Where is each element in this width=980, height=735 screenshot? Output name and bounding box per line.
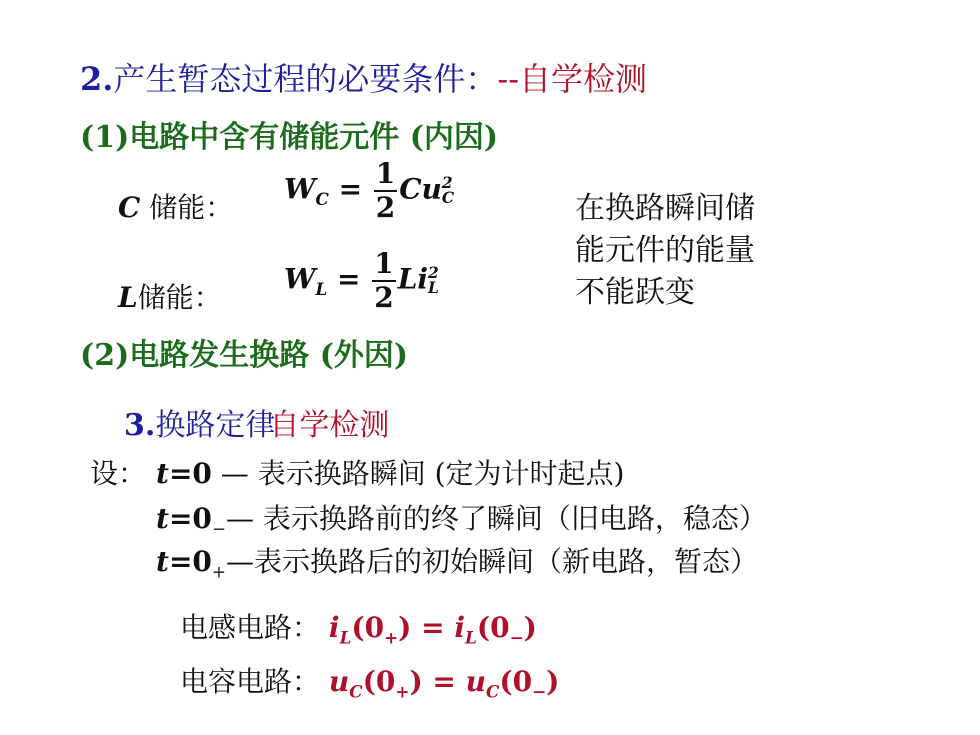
definition-row — [156, 540, 758, 582]
l-energy-label — [118, 276, 222, 316]
fraction-den: 2 — [375, 191, 396, 224]
fraction-num: 1 — [374, 247, 394, 280]
formula-rhs-var: Cu — [399, 172, 442, 206]
c-energy-var: C — [118, 191, 141, 224]
formula-fraction — [374, 157, 397, 224]
capacitor-law — [180, 660, 559, 702]
def-eq: =0 — [168, 545, 212, 578]
l-energy-text: 储能： — [137, 281, 222, 314]
item-1: (1)电路中含有储能元件 (内因) — [80, 120, 499, 155]
law-lhs-arg: (0 — [351, 611, 385, 644]
def-desc: — 表示换路前的终了瞬间（旧电路，稳态） — [225, 502, 767, 535]
formula-lhs-var: W — [284, 262, 316, 296]
law-rhs-arg: (0 — [476, 611, 510, 644]
def-eq: =0 — [168, 457, 212, 490]
def-var: t — [156, 457, 169, 490]
section-heading-2 — [80, 54, 647, 100]
heading-number: 3. — [124, 408, 156, 443]
formula-eq: = — [337, 262, 361, 296]
energy-note — [575, 188, 755, 314]
law-formula — [328, 611, 537, 648]
formula-rhs-scripts — [428, 263, 439, 297]
def-eq: =0 — [168, 502, 212, 535]
law-var: i — [328, 611, 340, 644]
definition-row — [156, 497, 767, 539]
law-var: u — [328, 665, 350, 698]
note-line: 能元件的能量 — [575, 233, 755, 268]
formula-lhs-sub: L — [315, 279, 328, 300]
c-energy-text: 储能： — [140, 191, 234, 224]
l-energy-var: L — [118, 281, 138, 314]
formula-rhs-sub: L — [428, 279, 439, 297]
law-close: ) — [546, 665, 560, 698]
definition-row — [156, 452, 624, 494]
law-var: u — [465, 665, 487, 698]
def-sub: + — [211, 561, 226, 582]
formula-rhs-sup: 2 — [428, 263, 439, 282]
inductor-law — [180, 606, 537, 648]
note-line: 在换路瞬间储 — [575, 191, 755, 226]
fraction-den: 2 — [374, 281, 394, 314]
law-sub: C — [486, 681, 500, 702]
item-2: (2)电路发生换路 (外因) — [80, 338, 409, 373]
formula-rhs-scripts — [441, 173, 455, 207]
def-desc: — 表示换路瞬间 (定为计时起点) — [211, 457, 625, 490]
note-line: 不能跃变 — [575, 275, 695, 310]
law-rhs-argsub: − — [532, 681, 547, 702]
heading-text: 换路定律 — [155, 408, 276, 443]
law-label: 电感电路： — [180, 611, 321, 644]
formula-lhs-var: W — [284, 172, 316, 206]
heading-number: 2. — [80, 60, 114, 98]
def-sub: − — [211, 518, 226, 539]
law-lhs-arg: (0 — [362, 665, 396, 698]
law-rhs-arg: (0 — [499, 665, 533, 698]
law-rhs-argsub: − — [509, 627, 524, 648]
heading-suffix: --自学检测 — [497, 60, 648, 98]
law-formula — [328, 665, 560, 702]
law-close: ) — [409, 665, 423, 698]
fraction-num: 1 — [375, 157, 396, 190]
law-eq: = — [422, 665, 466, 698]
formula-lhs-sub: C — [315, 189, 329, 210]
law-sub: C — [349, 681, 363, 702]
def-desc: —表示换路后的初始瞬间（新电路，暂态） — [225, 545, 758, 578]
law-close: ) — [523, 611, 537, 644]
definitions-prefix: 设： — [90, 457, 147, 490]
def-var: t — [156, 502, 169, 535]
law-var: i — [454, 611, 466, 644]
heading-suffix: 自学检测 — [269, 408, 390, 443]
law-eq: = — [411, 611, 455, 644]
c-energy-label — [118, 186, 233, 226]
l-energy-formula — [284, 247, 439, 314]
section-heading-3 — [124, 400, 389, 444]
law-lhs-argsub: + — [384, 627, 399, 648]
formula-fraction — [372, 247, 395, 314]
law-sub: L — [465, 627, 477, 648]
c-energy-formula — [284, 157, 455, 224]
formula-rhs-var: Li — [397, 262, 429, 296]
law-sub: L — [339, 627, 352, 648]
formula-rhs-sub: C — [441, 189, 455, 207]
law-close: ) — [398, 611, 412, 644]
law-lhs-argsub: + — [395, 681, 410, 702]
law-label: 电容电路： — [180, 665, 321, 698]
def-var: t — [156, 545, 169, 578]
formula-rhs-sup: 2 — [441, 173, 453, 192]
heading-text: 产生暂态过程的必要条件： — [113, 60, 498, 98]
formula-eq: = — [338, 172, 363, 206]
